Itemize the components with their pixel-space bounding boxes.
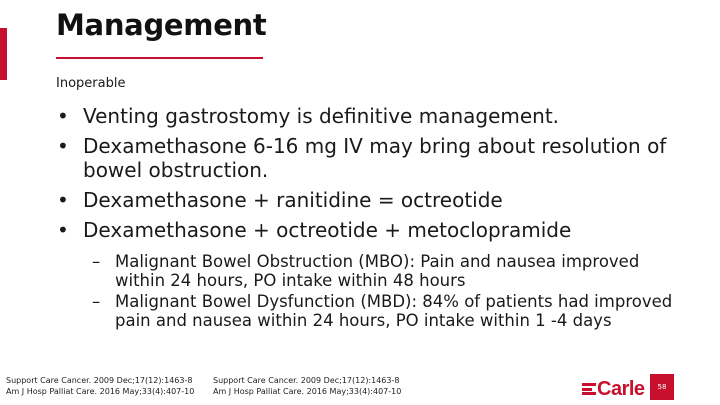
carle-logo xyxy=(582,378,645,400)
sub-bullet-item: – Malignant Bowel Obstruction (MBO): Pain and nausea improved within 24 hours, PO intake within 48 hours xyxy=(90,253,690,290)
page-number: 58 xyxy=(650,374,674,400)
references-right xyxy=(213,376,401,397)
sub-bullet-item: – Malignant Bowel Dysfunction (MBD): 84% of patients had improved pain and nausea within 24 hours, PO intake within 1 -4 days xyxy=(90,293,690,330)
bullet-item: • Dexamethasone + ranitidine = octreotide xyxy=(54,188,694,212)
reference-line: Am J Hosp Palliat Care. 2016 May;33(4):407-10 xyxy=(213,386,402,396)
bullet-item: • Dexamethasone + octreotide + metoclopramide xyxy=(54,218,694,242)
reference-line: Support Care Cancer. 2009 Dec;17(12):1463-8 xyxy=(6,376,193,385)
reference-line: Support Care Cancer. 2009 Dec;17(12):1463-8 xyxy=(213,376,400,385)
slide-title: Management xyxy=(56,8,267,42)
reference-line: Am J Hosp Palliat Care. 2016 May;33(4):407-10 xyxy=(6,386,195,396)
sub-bullet-list xyxy=(90,253,690,333)
bullet-list xyxy=(54,104,694,248)
references-left xyxy=(6,376,194,397)
logo-text: Carle xyxy=(597,377,645,400)
accent-bar xyxy=(0,28,7,80)
title-underline xyxy=(56,57,263,59)
bullet-item: • Venting gastrostomy is definitive management. xyxy=(54,104,694,128)
slide-subtitle: Inoperable xyxy=(56,76,126,91)
carle-logo-icon xyxy=(582,382,596,396)
bullet-item: • Dexamethasone 6-16 mg IV may bring about resolution of bowel obstruction. xyxy=(54,134,694,182)
